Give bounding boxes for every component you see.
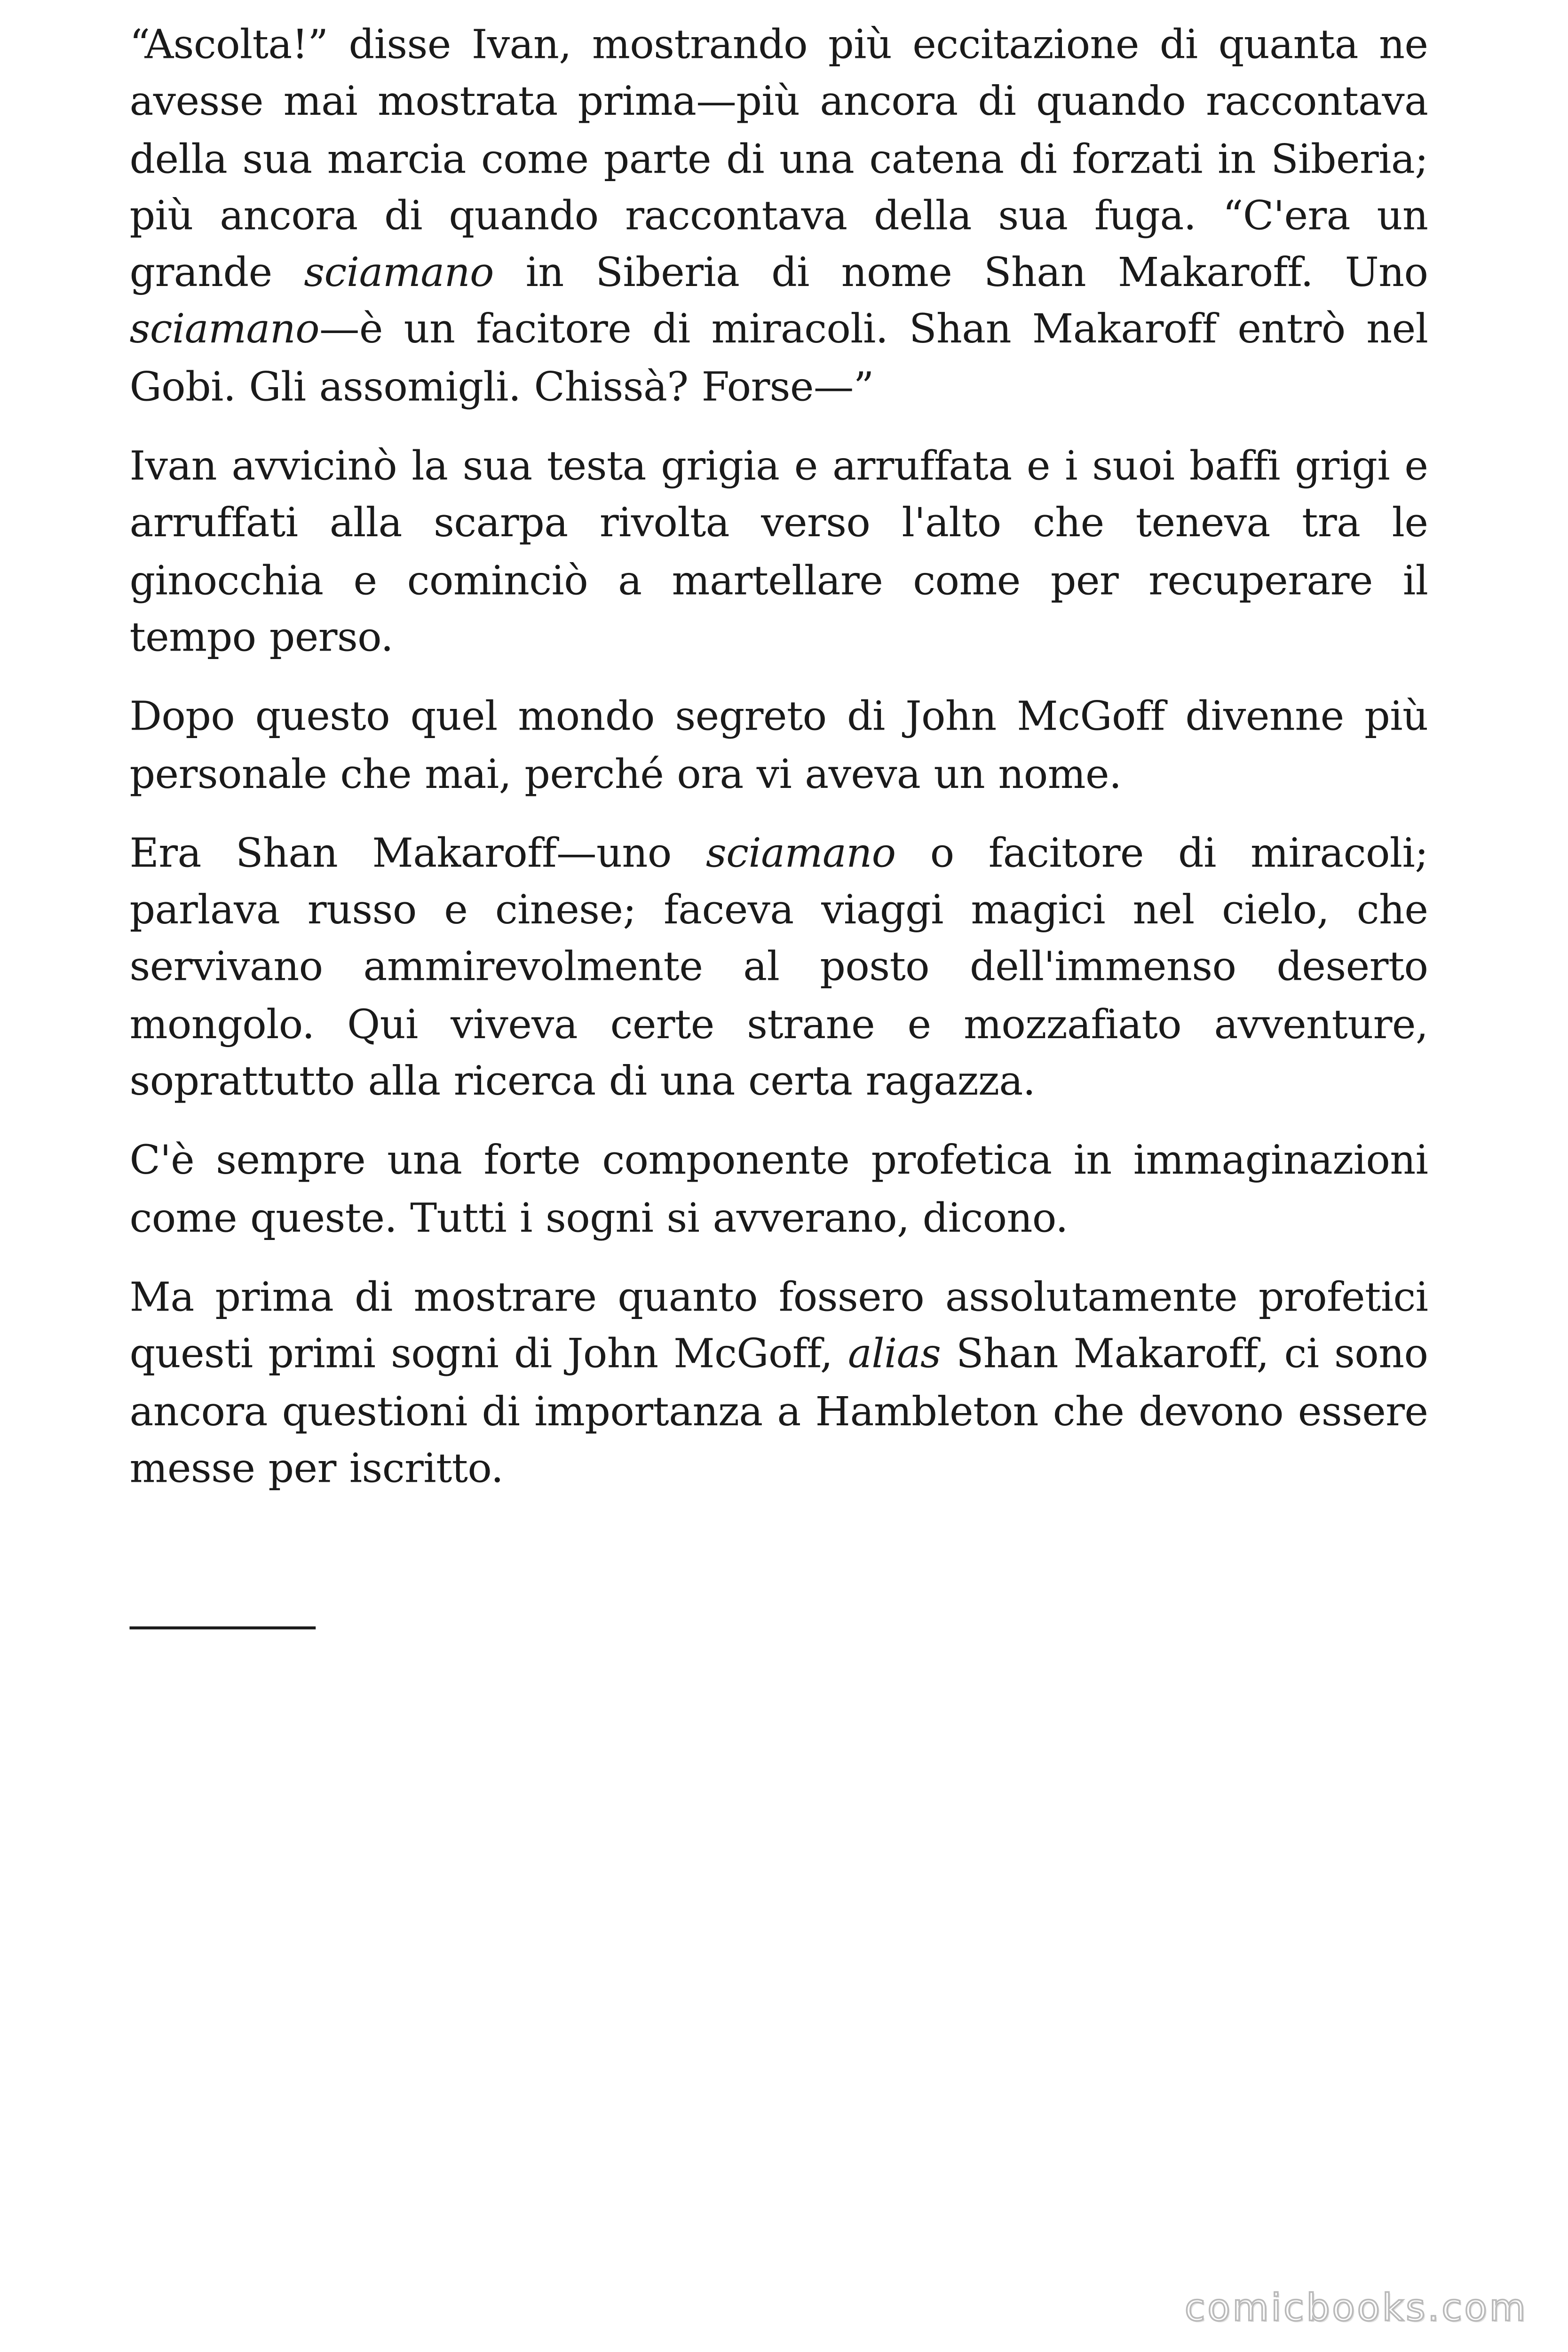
text-segment: —è un facitore di miracoli. Shan Makaroff entrò nel Gobi. Gli assomigli. Chissà? Forse—” xyxy=(129,307,1428,411)
text-segment: Shan Makaroff, ci sono ancora questioni di importanza a Hambleton che devono essere messe per iscritto. xyxy=(129,1332,1428,1492)
text-segment: o facitore di miracoli; parlava russo e cinese; faceva viaggi magici nel cielo, che servivano ammirevolmente al posto dell'immenso deserto mongolo. Qui viveva certe strane e mozzafiato avventure, soprattutto alla ricerca di una certa ragazza. xyxy=(129,831,1428,1105)
text-segment: C'è sempre una forte componente profetica in immaginazioni come queste. Tutti i sogni si avverano, dicono. xyxy=(129,1138,1428,1242)
text-segment: “Ascolta!” disse Ivan, mostrando più eccitazione di quanta ne avesse mai mostrata prima—più ancora di quando raccontava della sua marcia come parte di una catena di forzati in Siberia; più ancora di quando raccontava della sua fuga. “C'era un grande xyxy=(129,22,1428,297)
italic-text-segment: alias xyxy=(847,1332,941,1378)
body-text xyxy=(129,18,1428,1521)
italic-text-segment: sciamano xyxy=(304,250,494,297)
text-segment: Era Shan Makaroff—uno xyxy=(129,831,706,877)
paragraph xyxy=(129,1134,1428,1248)
text-segment: Dopo questo quel mondo segreto di John McGoff divenne più personale che mai, perché ora vi aveva un nome. xyxy=(129,694,1428,798)
paragraph xyxy=(129,826,1428,1112)
paragraph xyxy=(129,439,1428,667)
paragraph xyxy=(129,18,1428,417)
footnote-separator-rule xyxy=(129,1626,316,1629)
text-segment: in Siberia di nome Shan Makaroff. Uno xyxy=(493,250,1428,297)
watermark-text: comicbooks.com xyxy=(1185,2286,1528,2329)
paragraph xyxy=(129,690,1428,804)
text-segment: Ma prima di mostrare quanto fossero assolutamente profetici questi primi sogni di John McGoff, xyxy=(129,1275,1428,1378)
italic-text-segment: sciamano xyxy=(129,307,320,354)
italic-text-segment: sciamano xyxy=(705,831,896,877)
paragraph xyxy=(129,1271,1428,1499)
text-segment: Ivan avvicinò la sua testa grigia e arruffata e i suoi baffi grigi e arruffati alla scarpa rivolta verso l'alto che teneva tra le ginocchia e cominciò a martellare come per recuperare il tempo perso. xyxy=(129,444,1428,661)
